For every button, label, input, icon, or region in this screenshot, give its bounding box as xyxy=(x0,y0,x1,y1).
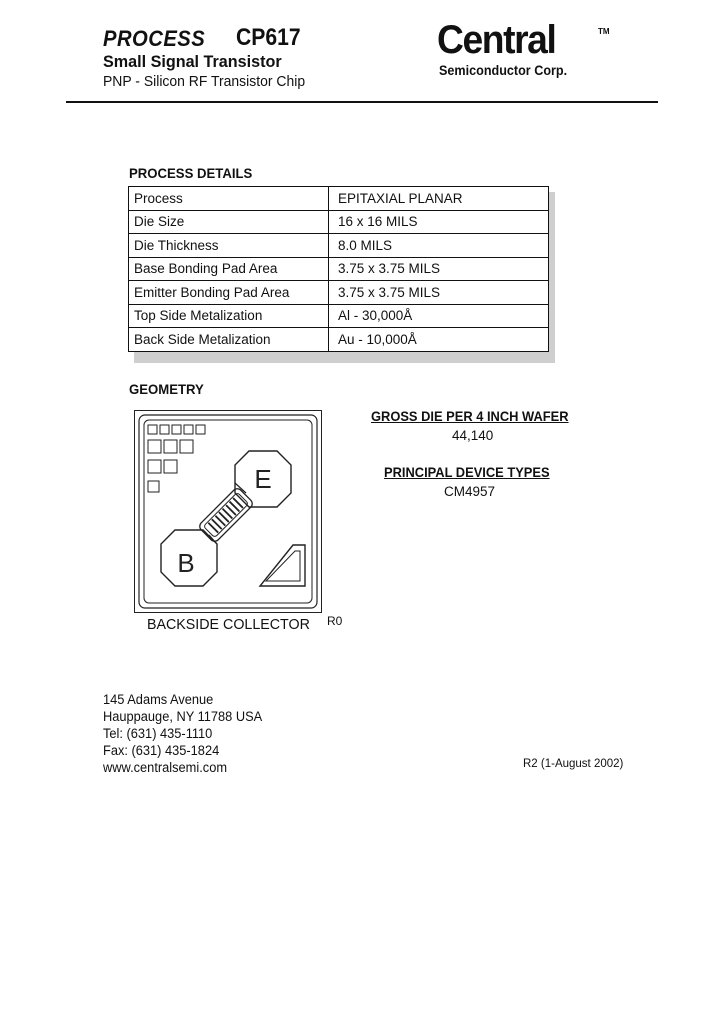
row-value: 8.0 MILS xyxy=(329,234,549,258)
table-row xyxy=(129,187,549,211)
row-value: Al - 30,000Å xyxy=(329,304,549,328)
row-label: Base Bonding Pad Area xyxy=(129,257,329,281)
alignment-marks xyxy=(148,425,205,492)
header-divider xyxy=(66,101,658,103)
row-value: Au - 10,000Å xyxy=(329,328,549,352)
device-types-value: CM4957 xyxy=(444,484,496,499)
die-outline-outer xyxy=(139,415,317,608)
base-label: B xyxy=(177,548,195,578)
row-value: 3.75 x 3.75 MILS xyxy=(329,257,549,281)
geometry-revision: R0 xyxy=(327,614,343,628)
row-value: 16 x 16 MILS xyxy=(329,210,549,234)
geometry-title: GEOMETRY xyxy=(129,381,204,397)
address-tel: Tel: (631) 435-1110 xyxy=(103,726,213,741)
document-description: PNP - Silicon RF Transistor Chip xyxy=(103,73,306,90)
table-row xyxy=(129,257,549,281)
address-city: Hauppauge, NY 11788 USA xyxy=(103,709,263,724)
process-label: PROCESS xyxy=(103,26,206,51)
die-outline-inner xyxy=(144,420,312,603)
document-subtitle: Small Signal Transistor xyxy=(103,52,282,71)
row-label: Emitter Bonding Pad Area xyxy=(129,281,329,305)
backside-collector-caption: BACKSIDE COLLECTOR xyxy=(147,616,310,633)
table-row xyxy=(129,210,549,234)
address-street: 145 Adams Avenue xyxy=(103,692,214,707)
table-row xyxy=(129,234,549,258)
revision-note: R2 (1-August 2002) xyxy=(523,758,624,770)
logo-name: Central xyxy=(437,18,556,62)
row-value: 3.75 x 3.75 MILS xyxy=(329,281,549,305)
logo-subtitle: Semiconductor Corp. xyxy=(439,62,568,78)
process-details-title: PROCESS DETAILS xyxy=(129,165,253,181)
table-row xyxy=(129,281,549,305)
address-fax: Fax: (631) 435-1824 xyxy=(103,743,220,758)
row-label: Process xyxy=(129,187,329,211)
device-types-heading: PRINCIPAL DEVICE TYPES xyxy=(384,464,550,480)
die-layout-graphic xyxy=(135,411,321,612)
gross-die-heading: GROSS DIE PER 4 INCH WAFER xyxy=(371,408,569,424)
row-label: Die Thickness xyxy=(129,234,329,258)
logo-trademark: TM xyxy=(598,27,610,36)
row-label: Top Side Metalization xyxy=(129,304,329,328)
part-number: CP617 xyxy=(236,24,301,51)
collector-mark-inner xyxy=(266,551,300,581)
process-details-table xyxy=(128,186,549,352)
emitter-trace xyxy=(235,483,246,493)
die-geometry-drawing xyxy=(134,410,322,613)
gross-die-value: 44,140 xyxy=(452,428,494,443)
row-label: Die Size xyxy=(129,210,329,234)
table-row xyxy=(129,328,549,352)
row-label: Back Side Metalization xyxy=(129,328,329,352)
row-value: EPITAXIAL PLANAR xyxy=(329,187,549,211)
active-region xyxy=(198,487,255,544)
address-web[interactable]: www.centralsemi.com xyxy=(103,760,228,775)
table-row xyxy=(129,304,549,328)
emitter-label: E xyxy=(254,464,272,494)
